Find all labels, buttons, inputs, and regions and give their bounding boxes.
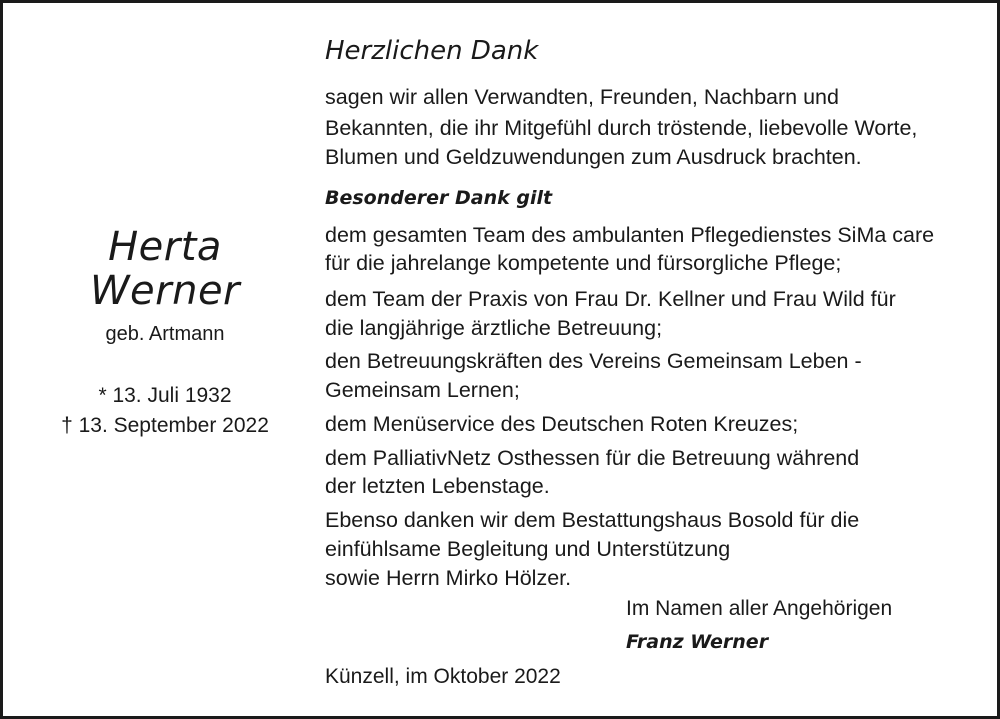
thanks-line: dem Menüservice des Deutschen Roten Kreuzes; <box>325 412 799 436</box>
signature-label: Im Namen aller Angehörigen <box>626 597 893 620</box>
thanks-line: den Betreuungskräften des Vereins Gemeinsam Leben - <box>325 349 862 373</box>
thanks-line: einfühlsame Begleitung und Unterstützung <box>325 537 731 561</box>
thanks-line: dem PalliativNetz Osthessen für die Betreuung während <box>325 446 860 470</box>
intro-line: sagen wir allen Verwandten, Freunden, Nachbarn und <box>325 85 839 109</box>
deceased-block <box>23 225 307 441</box>
thanks-line: die langjährige ärztliche Betreuung; <box>325 316 663 340</box>
thanks-line: der letzten Lebenstage. <box>325 474 550 498</box>
intro-line: Blumen und Geldzuwendungen zum Ausdruck brachten. <box>325 145 862 169</box>
deceased-first-name: Herta <box>108 224 222 270</box>
death-date: † 13. September 2022 <box>61 414 269 437</box>
life-dates <box>23 381 307 441</box>
signature-name: Franz Werner <box>626 631 769 653</box>
thanks-line: dem Team der Praxis von Frau Dr. Kellner und Frau Wild für <box>325 287 896 311</box>
thanks-line: für die jahrelange kompetente und fürsorgliche Pflege; <box>325 251 842 275</box>
thanks-line: dem gesamten Team des ambulanten Pflegedienstes SiMa care <box>325 223 935 247</box>
thanks-line: Ebenso danken wir dem Bestattungshaus Bosold für die <box>325 508 860 532</box>
place-date: Künzell, im Oktober 2022 <box>325 665 561 688</box>
special-thanks-heading: Besonderer Dank gilt <box>325 187 553 209</box>
intro-line: Bekannten, die ihr Mitgefühl durch tröstende, liebevolle Worte, <box>325 116 918 140</box>
thanks-heading: Herzlichen Dank <box>325 36 539 66</box>
thanks-line: Gemeinsam Lernen; <box>325 378 520 402</box>
maiden-name: geb. Artmann <box>105 323 225 345</box>
birth-date: * 13. Juli 1932 <box>98 384 232 407</box>
deceased-last-name: Werner <box>89 268 240 314</box>
thanks-line: sowie Herrn Mirko Hölzer. <box>325 566 572 590</box>
